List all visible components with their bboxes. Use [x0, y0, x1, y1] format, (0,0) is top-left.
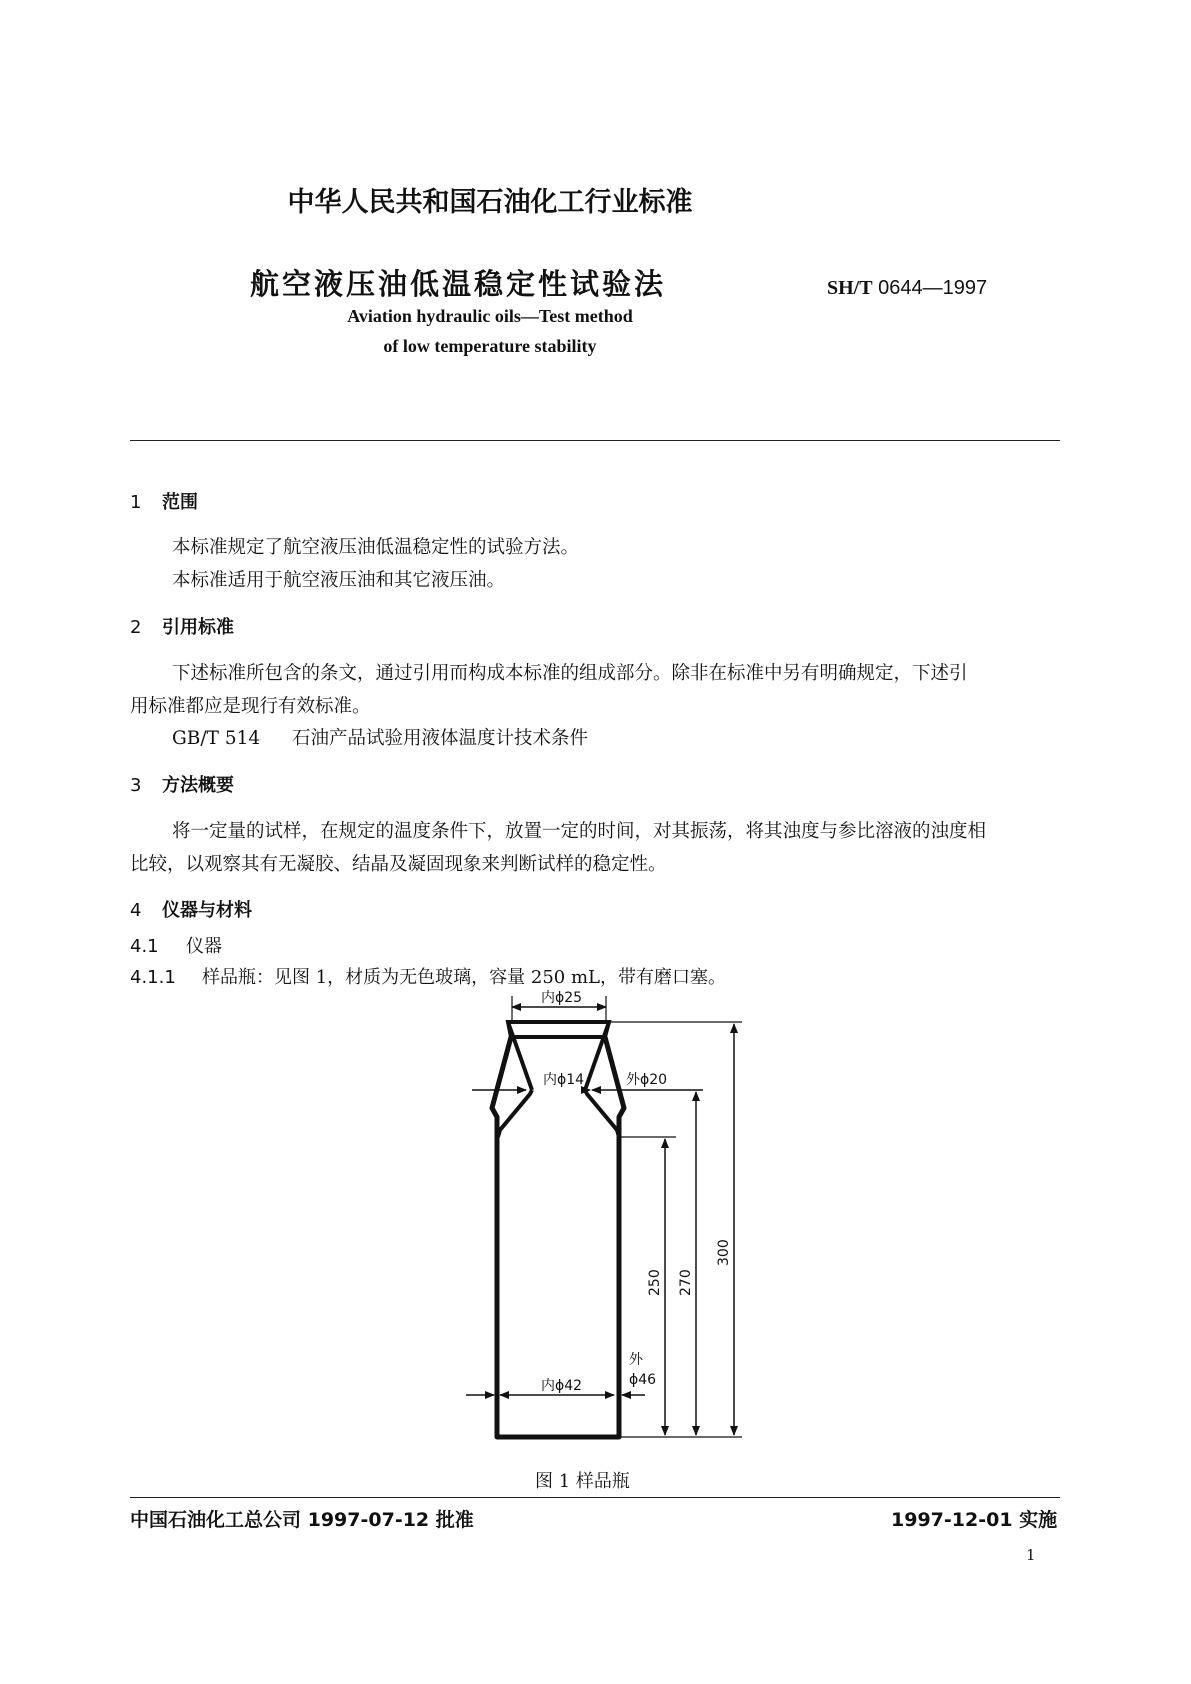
section-number: 1: [130, 492, 142, 513]
document-title-en-line1: Aviation hydraulic oils—Test method: [347, 306, 633, 326]
bottle-shoulder: [498, 1090, 619, 1137]
subsection-number: 4.1.1: [130, 967, 176, 988]
section-2-paragraph-line1: 下述标准所包含的条文，通过引用而构成本标准的组成部分。除非在标准中另有明确规定，下述引: [172, 663, 968, 684]
section-1-paragraph-2: 本标准适用于航空液压油和其它液压油。: [172, 570, 506, 591]
document-title-en-line2: of low temperature stability: [383, 336, 597, 356]
subsection-number: 4.1: [130, 936, 159, 957]
standard-code-prefix: SH/T: [827, 277, 873, 299]
section-number: 2: [130, 617, 142, 638]
effective-date: 1997-12-01 实施: [891, 1509, 1058, 1531]
label-dim-250: 250: [647, 1269, 663, 1296]
label-neck-inner-diameter: 内ϕ14: [543, 1072, 585, 1088]
label-dim-270: 270: [678, 1269, 694, 1296]
label-top-inner-diameter: 内ϕ25: [541, 990, 583, 1006]
standard-category: 中华人民共和国石油化工行业标准: [287, 187, 693, 218]
subsection-text: 样品瓶：见图 1，材质为无色玻璃，容量 250 mL，带有磨口塞。: [202, 967, 726, 988]
section-1-paragraph-1: 本标准规定了航空液压油低温稳定性的试验方法。: [172, 537, 580, 558]
label-body-outer-2: ϕ46: [629, 1372, 657, 1388]
reference-code: GB/T 514: [172, 728, 261, 749]
section-3-paragraph-line2: 比较，以观察其有无凝胶、结晶及凝固现象来判断试样的稳定性。: [130, 854, 667, 875]
section-title: 引用标准: [162, 617, 234, 638]
document-title-cn: 航空液压油低温稳定性试验法: [250, 267, 667, 301]
label-neck-outer-diameter: 外ϕ20: [626, 1072, 668, 1088]
section-3-paragraph-line1: 将一定量的试样，在规定的温度条件下，放置一定的时间，对其振荡，将其浊度与参比溶液的浊度相: [172, 821, 987, 842]
approval-line: 中国石油化工总公司 1997-07-12 批准: [130, 1509, 474, 1531]
figure-caption: 图 1 样品瓶: [535, 1471, 630, 1492]
section-number: 4: [130, 900, 142, 921]
label-body-inner-diameter: 内ϕ42: [541, 1378, 583, 1394]
section-title: 范围: [162, 492, 198, 513]
bottle-neck-top: [508, 1022, 609, 1037]
subsection-title: 仪器: [186, 936, 222, 957]
section-title: 仪器与材料: [162, 900, 252, 921]
section-2-paragraph-line2: 用标准都应是现行有效标准。: [130, 696, 371, 717]
label-body-outer-1: 外: [629, 1352, 643, 1368]
bottle-outline: [492, 1037, 624, 1437]
footer-divider: [130, 1497, 1060, 1498]
section-number: 3: [130, 775, 142, 796]
section-title: 方法概要: [162, 775, 234, 796]
standard-code-number: 0644—1997: [878, 277, 988, 299]
label-dim-300: 300: [716, 1239, 732, 1266]
reference-title: 石油产品试验用液体温度计技术条件: [292, 728, 589, 749]
page-number: 1: [1026, 1546, 1036, 1564]
